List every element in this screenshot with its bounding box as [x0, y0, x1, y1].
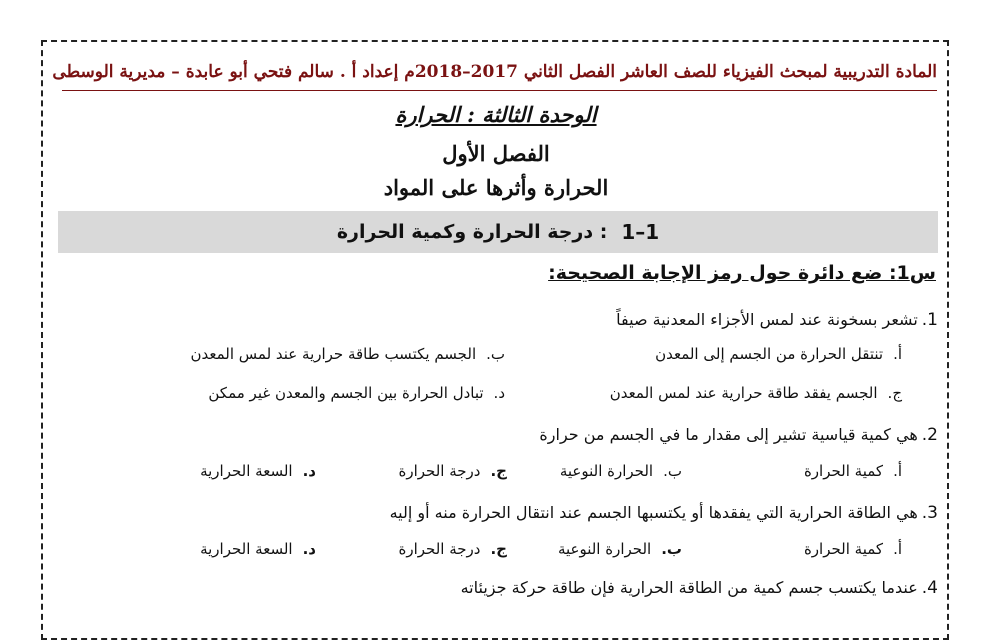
- choice-c[interactable]: [399, 540, 508, 558]
- choice-letter: أ.: [893, 462, 902, 480]
- question-number: 3.: [921, 503, 938, 523]
- question-number: 4.: [921, 578, 938, 598]
- choice-letter: أ.: [893, 540, 902, 558]
- choice-letter: د.: [302, 540, 316, 558]
- question-text: هي كمية قياسية تشير إلى مقدار ما في الجسم من حرارة: [539, 425, 918, 444]
- question-1: [616, 310, 938, 330]
- choice-d[interactable]: [200, 462, 316, 480]
- section-band: [58, 211, 938, 253]
- choice-b[interactable]: [560, 462, 682, 480]
- choice-text: الحرارة النوعية: [559, 462, 654, 480]
- choice-text: الجسم يفقد طاقة حرارية عند لمس المعدن: [609, 384, 878, 402]
- choice-letter: ب.: [663, 462, 682, 480]
- choice-text: كمية الحرارة: [803, 462, 884, 480]
- choice-d[interactable]: [208, 384, 505, 402]
- question-number: 1.: [921, 310, 938, 330]
- question-text: عندما يكتسب جسم كمية من الطاقة الحرارية فإن طاقة حركة جزيئاته: [460, 578, 918, 597]
- choice-letter: ج.: [490, 540, 507, 558]
- choice-b[interactable]: [190, 345, 505, 363]
- choice-a[interactable]: [804, 540, 902, 558]
- topic-title: الحرارة وأثرها على المواد: [383, 175, 609, 200]
- choice-c[interactable]: [399, 462, 508, 480]
- choice-text: كمية الحرارة: [803, 540, 884, 558]
- choice-c[interactable]: [610, 384, 902, 402]
- choice-text: درجة الحرارة: [398, 540, 481, 558]
- chapter-title: الفصل الأول: [442, 141, 550, 166]
- choice-letter: ب.: [661, 540, 682, 558]
- question-3: [390, 503, 938, 523]
- question-2: [539, 425, 938, 445]
- choice-letter: ج.: [887, 384, 902, 402]
- choice-letter: ج.: [490, 462, 507, 480]
- unit-title: الوحدة الثالثة : الحرارة: [395, 102, 597, 127]
- section-number: 1–1: [621, 220, 660, 244]
- choice-text: الجسم يكتسب طاقة حرارية عند لمس المعدن: [190, 345, 477, 363]
- choice-text: تنتقل الحرارة من الجسم إلى المعدن: [655, 345, 884, 363]
- choice-letter: د.: [493, 384, 505, 402]
- choice-a[interactable]: [655, 345, 902, 363]
- choice-text: السعة الحرارية: [200, 462, 293, 480]
- question-text: هي الطاقة الحرارية التي يفقدها أو يكتسبها الجسم عند انتقال الحرارة منه أو إليه: [389, 503, 918, 522]
- choice-b[interactable]: [558, 540, 682, 558]
- choice-letter: ب.: [486, 345, 505, 363]
- question-4: [461, 578, 938, 598]
- document-header: المادة التدريبية لمبحث الفيزياء للصف العاشر الفصل الثاني 2017–2018م إعداد أ . سالم فتحي أبو عابدة – مديرية الوسطى: [62, 62, 937, 91]
- choice-text: السعة الحرارية: [200, 540, 293, 558]
- choice-d[interactable]: [200, 540, 316, 558]
- choice-letter: د.: [302, 462, 316, 480]
- choice-text: تبادل الحرارة بين الجسم والمعدن غير ممكن: [208, 384, 484, 402]
- question-text: تشعر بسخونة عند لمس الأجزاء المعدنية صيفاً: [616, 310, 918, 329]
- section-title: : درجة الحرارة وكمية الحرارة: [336, 221, 608, 243]
- question-number: 2.: [921, 425, 938, 445]
- choice-a[interactable]: [804, 462, 902, 480]
- choice-text: الحرارة النوعية: [557, 540, 652, 558]
- question-heading: س1: ضع دائرة حول رمز الإجابة الصحيحة:: [548, 262, 936, 284]
- choice-text: درجة الحرارة: [398, 462, 481, 480]
- choice-letter: أ.: [893, 345, 902, 363]
